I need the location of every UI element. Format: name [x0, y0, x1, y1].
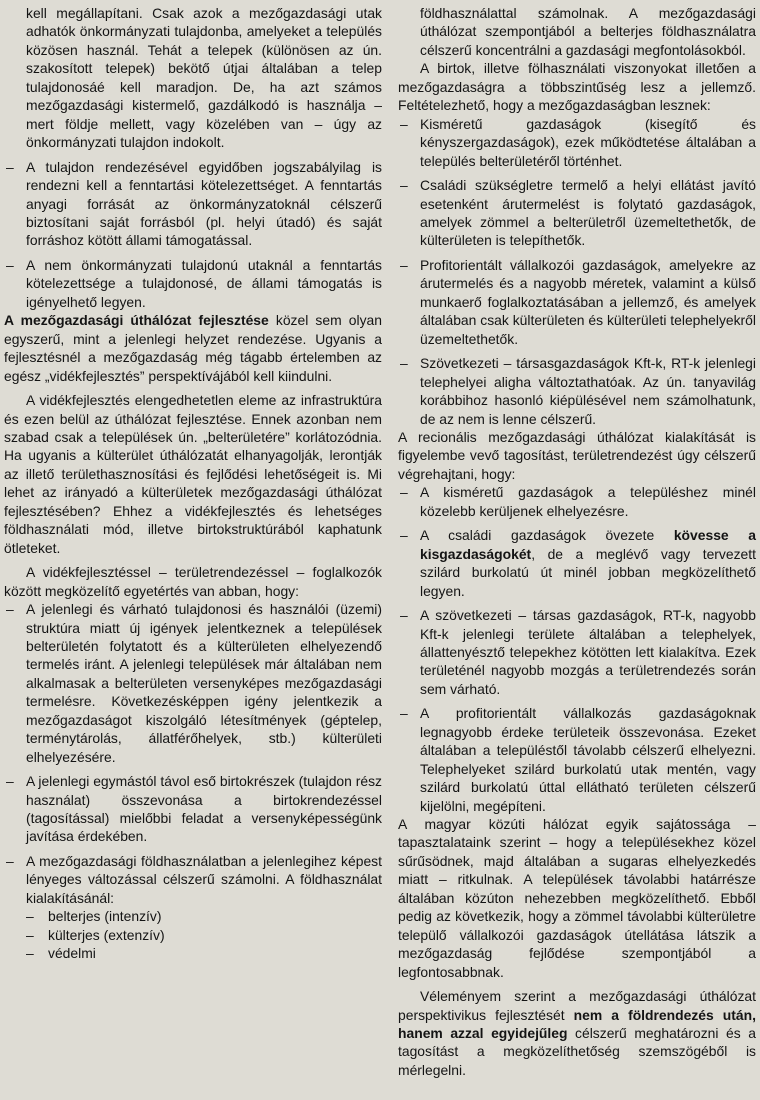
dash-bullet: –: [26, 926, 34, 943]
dash-list-item: [4, 158, 382, 250]
right-column: [398, 4, 756, 1079]
list-item-text: A jelenlegi és várható tulajdonosi és használói (üzemi) struktúra miatt új igények jelentkeznek a települések belterületén folytatott és a külterületen elhelyezendő termelés iránt. A jelenlegi települések már általában nem alkalmasak a belterületen versenyképes mezőgazdasági termelésre. Következésképpen igény jelentkezik a mezőgazdaságot kiszolgáló létesítmények (géptelep, terménytárolás, állatférőhelyek, stb.) külterületi elhelyezésére.: [26, 601, 382, 765]
dash-bullet: –: [400, 256, 408, 273]
dash-bullet: –: [6, 256, 14, 273]
dash-bullet: –: [6, 601, 14, 618]
dash-list-item: [398, 256, 756, 348]
dash-bullet: –: [6, 773, 14, 790]
paragraph: A vidékfejlesztéssel – területrendezéssel – foglalkozók között megközelítő egyetértés van abban, hogy:: [4, 564, 382, 599]
list-item-text: Családi szükségletre termelő a helyi ellátást javító esetenként árutermelést is folytató gazdaságok, amelyek zömmel a belterületről üzemeltethetők, de külterületen is telepíthetők.: [420, 177, 756, 249]
sub-item-text: külterjes (extenzív): [48, 926, 165, 943]
left-column: [4, 4, 382, 963]
paragraph: A recionális mezőgazdasági úthálózat kialakítását is figyelembe vevő tagosítást, területrendezést úgy célszerű végrehajtani, hogy:: [398, 428, 756, 482]
paragraph: A magyar közúti hálózat egyik sajátossága – tapasztalataink szerint – hogy a településekhez közel sűrűsödnek, majd általában a sugaras elhelyezkedés miatt – ritkulnak. A települések távolabbi határrésze általában közúton nehezebben megközelíthető. Ebből pedig az következik, hogy a zömmel távolabbi külterületre települő vállalkozói gazdaságok útellátása látszik a mezőgazdaság fejlődése szempontjából a legfontosabbnak.: [398, 816, 756, 980]
dash-bullet: –: [400, 177, 408, 194]
paragraph-continuation: földhasználattal számolnak. A mezőgazdasági úthálózat szempontjából a belterjes földhasználatra célszerű koncentrálni a gazdasági megfontolásokból.: [420, 5, 756, 58]
dash-list-item: [4, 852, 382, 963]
dash-list-item: [398, 354, 756, 428]
list-item-text: A mezőgazdasági földhasználatban a jelenlegihez képest lényeges változással célszerű számolni. A földhasználat kialakításánál:: [26, 852, 382, 906]
dash-list-item: [398, 115, 756, 170]
paragraph: A vidékfejlesztés elengedhetetlen eleme az infrastruktúra és ezen belül az úthálózat fejlesztése. Ennek azonban nem szabad csak a települések ún. „belterületére” korlátozódnia. Ha ugyanis a külterület úthálózatát elhanyagolják, lerontják az illető területhasznosítási és fejlődési lehetőségeit is. Mi lehet az irányadó a külterületek mezőgazdasági úthálózat fejlesztésében? Ehhez a vidékfejlesztés és lehetséges földhasználati mód, illetve birtokstruktúrából kaphatunk ötleteket.: [4, 392, 382, 556]
dash-list-item: [398, 483, 756, 520]
bold-phrase: nem a földrendezés után, hanem azzal egyidejűleg: [398, 1006, 756, 1042]
paragraph-continuation: kell megállapítani. Csak azok a mezőgazdasági utak adhatók önkormányzati tulajdonba, amelyeket a település közösen használ. Tehát a telepek (különösen az ún. szakosított telepek) bekötő útjai általában a telep tulajdonosáé kell maradjon. De, ha azt számos mezőgazdasági kistermelő, gazdálkodó is használja – mert földje mellett, vagy közelében van – úgy az önkormányzati tulajdon indokolt.: [26, 5, 382, 151]
paragraph: [398, 987, 756, 1079]
list-item-text: Profitorientált vállalkozói gazdaságok, amelyekre az árutermelés és a nagyobb méretek, valamint a külső munkaerő foglalkoztatásában a jellemző, és amelyek általában csak külterületen és külterületi telephelyekről üzemeltethetők.: [420, 256, 756, 347]
dash-bullet: –: [400, 527, 408, 544]
dash-list-item: [398, 176, 756, 250]
dash-list-item: [398, 704, 756, 815]
dash-list-item: [4, 600, 382, 766]
list-item-text-part: , de a meglévő vagy tervezett szilárd burkolatú út minél jobban megközelíthető legyen.: [420, 545, 756, 599]
bold-phrase: A mezőgazdasági úthálózat fejlesztése: [4, 312, 269, 329]
list-item-text: A jelenlegi egymástól távol eső birtokrészek (tulajdon rész használat) összevonása a birtokrendezéssel (tagosítással) mielőbbi feladat a versenyképességünk javítása érdekében.: [26, 773, 382, 845]
list-item-text: A nem önkormányzati tulajdonú utaknál a fenntartás kötelezettsége a tulajdonosé, de állami támogatás is igényelhető legyen.: [26, 256, 382, 310]
dash-bullet: –: [26, 908, 34, 925]
sub-list-item: [26, 926, 382, 944]
paragraph: [4, 311, 382, 385]
dash-bullet: –: [6, 158, 14, 175]
paragraph-text: célszerű meghatározni és a tagosítást a megközelíthetőség szemszögéből is mérlegelni.: [398, 1025, 756, 1078]
dash-list-item: [4, 256, 382, 311]
sub-list-item: [26, 944, 382, 962]
dash-bullet: –: [400, 705, 408, 722]
dash-bullet: –: [400, 607, 408, 624]
paragraph: A birtok, illetve fölhasználati viszonyokat illetően a mezőgazdaságra a többszintűség lesz a jellemző. Feltételezhető, hogy a mezőgazdaságban lesznek:: [398, 60, 756, 114]
dash-bullet: –: [400, 115, 408, 132]
list-item-text: A profitorientált vállalkozás gazdaságoknak legnagyobb érdeke területeik összevonása. Ezeket általában a településtől távolabb célszerű elhelyezni. Telephelyeket szilárd burkolatú utak mentén, vagy szilárd burkolatú úttal ellátható területen célszerű kijelölni, megépíteni.: [420, 705, 756, 814]
dash-list-item: [398, 606, 756, 698]
dash-bullet: –: [26, 945, 34, 962]
list-item-text: Kisméretű gazdaságok (kisegítő és kényszergazdaságok), ezek működtetése általában a település belterületéről történhet.: [420, 115, 756, 169]
dash-bullet: –: [400, 484, 408, 501]
list-item-text: Szövetkezeti – társasgazdaságok Kft-k, RT-k jelenlegi telephelyei aligha változtathatóak. Az ún. tanyavilág korábbihoz hasonló kiépülésével nem számolhatunk, de az nem is lenne célszerű.: [420, 355, 756, 427]
dash-list-item: [4, 772, 382, 846]
sub-item-text: belterjes (intenzív): [48, 908, 162, 925]
paragraph-text: Véleményem szerint a mezőgazdasági úthálózat perspektivikus fejlesztését: [398, 988, 756, 1023]
dash-list-item: [398, 526, 756, 600]
bold-phrase: kövesse a kisgazdaságokét: [420, 527, 756, 562]
list-item-text: A tulajdon rendezésével egyidőben jogszabályilag is rendezni kell a fenntartási kötelezettséget. A fenntartás anyagi forrását az önkormányzatoknál célszerű biztosítani saját forrásból (pl. helyi útadó) és saját forráshoz kötött állami támogatással.: [26, 158, 382, 249]
dash-bullet: –: [400, 355, 408, 372]
paragraph-text: közel sem olyan egyszerű, mint a jelenlegi helyzet rendezése. Ugyanis a fejlesztésnél a mezőgazdaság még tágabb értelemben az egész „vidékfejlesztés” perspektívájából kell kiindulni.: [4, 312, 382, 384]
list-item-text-part: A családi gazdaságok övezete: [420, 527, 674, 544]
list-item-text: [420, 527, 756, 598]
dash-bullet: –: [6, 852, 14, 869]
sub-item-text: védelmi: [48, 945, 96, 962]
list-item-text: A szövetkezeti – társas gazdaságok, RT-k, nagyobb Kft-k jelenlegi területe általában a telephelyek, állattenyésztő telepekhez kötötten lett kialakítva. Ezek területénél nagyobb mozgás a területrendezés során sem várható.: [420, 607, 756, 697]
list-item-text: A kisméretű gazdaságok a településhez minél közelebb kerüljenek elhelyezésre.: [420, 484, 756, 519]
sub-list-item: [26, 907, 382, 925]
